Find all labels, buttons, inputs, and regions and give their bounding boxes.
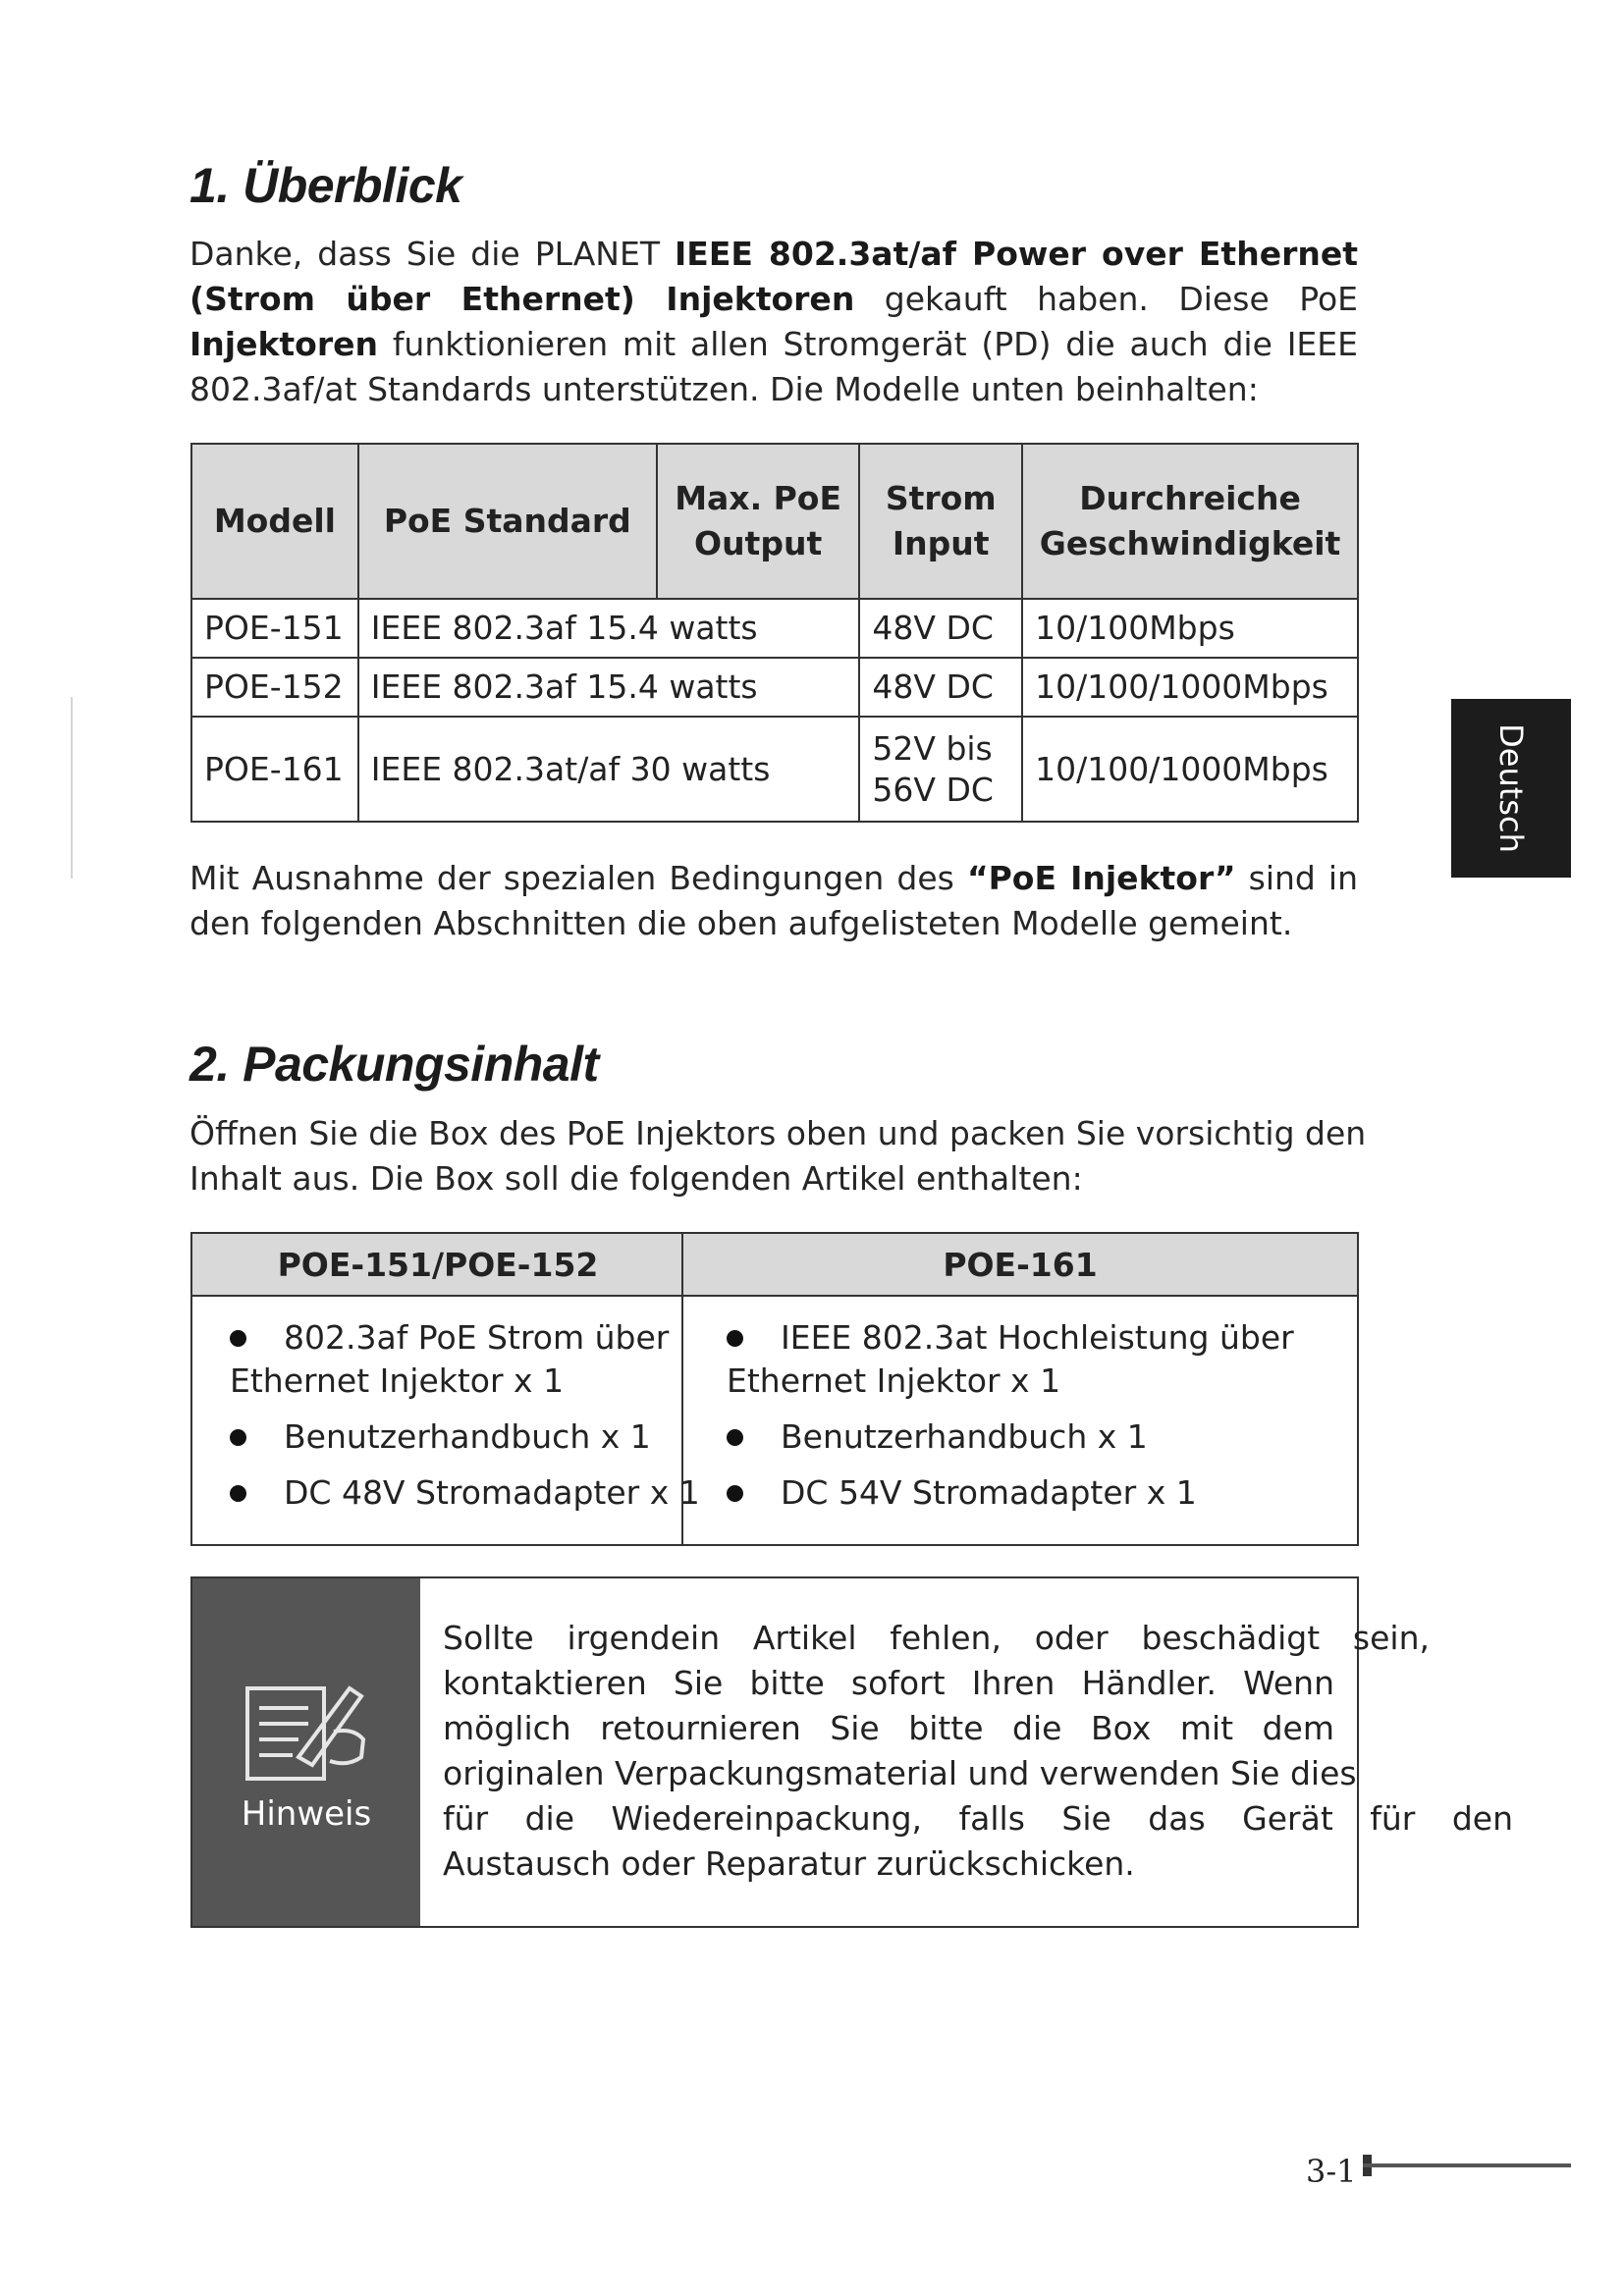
- list-item: DC 54V Stromadapter x 1: [727, 1471, 1294, 1515]
- package-col2-header: POE-161: [683, 1234, 1357, 1297]
- section-heading-package: 2. Packungsinhalt: [189, 1037, 599, 1092]
- page-footer-rule: [1363, 2163, 1571, 2167]
- note-line: originalen Verpackungsmaterial und verwenden Sie dies: [443, 1754, 1357, 1792]
- language-tab: [1451, 699, 1571, 878]
- table-row: [191, 717, 1358, 822]
- note-line: Sollte irgendein Artikel fehlen, oder beschädigt sein,: [443, 1619, 1430, 1657]
- list-item: Benutzerhandbuch x 1: [727, 1415, 1294, 1459]
- package-col2-list: [727, 1316, 1294, 1527]
- note-label: Hinweis: [241, 1794, 372, 1834]
- bullet-icon: [230, 1429, 246, 1446]
- package-col1-list: [230, 1316, 700, 1527]
- note-line: möglich retournieren Sie bitte die Box mit dem: [443, 1709, 1334, 1747]
- models-table: [190, 443, 1359, 823]
- cell-model: POE-151: [191, 599, 358, 658]
- note-line: den folgenden Abschnitten die oben aufgelisteten Modelle gemeint.: [189, 904, 1293, 942]
- bullet-icon: [727, 1330, 743, 1347]
- header-strom-input: Strom Input: [859, 444, 1022, 599]
- header-poe-standard: PoE Standard: [358, 444, 657, 599]
- package-contents-table: [190, 1232, 1359, 1546]
- table-row: [191, 599, 1358, 658]
- list-item: IEEE 802.3at Hochleistung über Ethernet Injektor x 1: [727, 1318, 1294, 1400]
- bullet-icon: [727, 1429, 743, 1446]
- package-intro-paragraph: [189, 1111, 1367, 1201]
- cell-model: POE-161: [191, 717, 358, 822]
- list-item: 802.3af PoE Strom über Ethernet Injektor x 1: [230, 1318, 670, 1400]
- section-heading-overview: 1. Überblick: [189, 158, 462, 213]
- note-line: Austausch oder Reparatur zurückschicken.: [443, 1844, 1135, 1883]
- package-intro-line: Inhalt aus. Die Box soll die folgenden Artikel enthalten:: [189, 1159, 1083, 1198]
- intro-line: 802.3af/at Standards unterstützen. Die Modelle unten beinhalten:: [189, 370, 1259, 408]
- note-sidebar: [192, 1578, 420, 1926]
- bullet-icon: [230, 1330, 246, 1347]
- intro-line: Injektoren funktionieren mit allen Stromgerät (PD) die auch die IEEE: [189, 325, 1358, 363]
- note-pen-icon: [240, 1677, 373, 1785]
- bullet-icon: [727, 1485, 743, 1502]
- header-modell: Modell: [191, 444, 358, 599]
- page-number: 3-1: [1306, 2153, 1357, 2190]
- cell-input: 48V DC: [859, 658, 1022, 717]
- intro-line: (Strom über Ethernet) Injektoren gekauft haben. Diese PoE: [189, 280, 1358, 318]
- header-max-output: Max. PoE Output: [657, 444, 860, 599]
- table-header-row: [191, 444, 1358, 599]
- margin-mark: [71, 697, 73, 879]
- header-speed: Durchreiche Geschwindigkeit: [1022, 444, 1358, 599]
- cell-input: 52V bis 56V DC: [859, 717, 1022, 822]
- intro-line: Danke, dass Sie die PLANET IEEE 802.3at/af Power over Ethernet: [189, 235, 1358, 273]
- language-tab-label: Deutsch: [1492, 723, 1530, 853]
- note-text: [443, 1616, 1513, 1887]
- package-intro-line: Öffnen Sie die Box des PoE Injektors oben und packen Sie vorsichtig den: [189, 1114, 1367, 1152]
- intro-paragraph: [189, 232, 1358, 412]
- note-line: kontaktieren Sie bitte sofort Ihren Händler. Wenn: [443, 1664, 1334, 1702]
- cell-standard: IEEE 802.3at/af 30 watts: [358, 717, 860, 822]
- cell-standard: IEEE 802.3af 15.4 watts: [358, 599, 860, 658]
- bullet-icon: [230, 1485, 246, 1502]
- note-line: für die Wiedereinpackung, falls Sie das Gerät für den: [443, 1799, 1513, 1838]
- cell-model: POE-152: [191, 658, 358, 717]
- list-item: DC 48V Stromadapter x 1: [230, 1471, 700, 1515]
- table-row: [191, 658, 1358, 717]
- note-line: Mit Ausnahme der spezialen Bedingungen des “PoE Injektor” sind in: [189, 859, 1359, 897]
- models-note-paragraph: [189, 856, 1358, 946]
- cell-speed: 10/100/1000Mbps: [1022, 658, 1358, 717]
- package-col1-header: POE-151/POE-152: [192, 1234, 683, 1297]
- list-item: Benutzerhandbuch x 1: [230, 1415, 700, 1459]
- cell-speed: 10/100/1000Mbps: [1022, 717, 1358, 822]
- cell-speed: 10/100Mbps: [1022, 599, 1358, 658]
- cell-standard: IEEE 802.3af 15.4 watts: [358, 658, 860, 717]
- cell-input: 48V DC: [859, 599, 1022, 658]
